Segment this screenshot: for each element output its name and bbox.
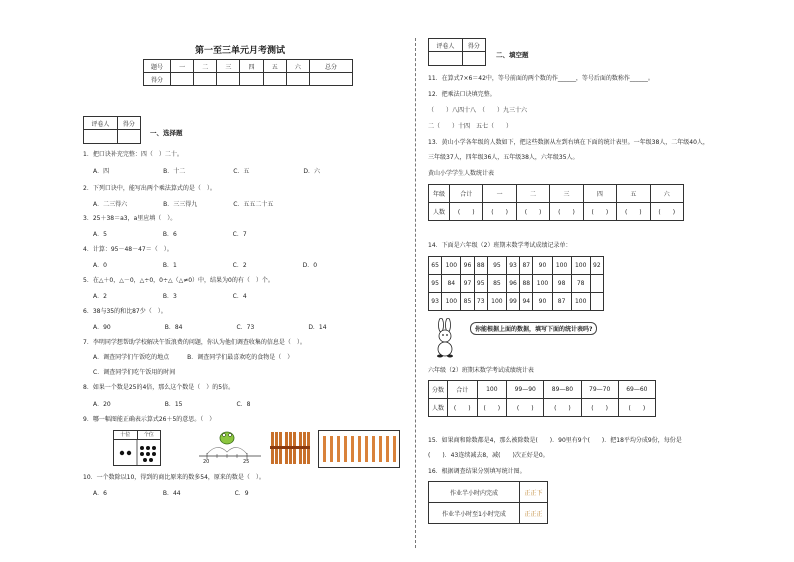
tens-label: 十位 bbox=[114, 431, 138, 439]
col-header: 年级 bbox=[429, 185, 450, 203]
grid-cell: 100 bbox=[533, 275, 552, 293]
grid-cell: 96 bbox=[506, 275, 519, 293]
grid-cell: 96 bbox=[461, 257, 474, 275]
score-header: 二 bbox=[194, 60, 217, 73]
rabbit-mascot bbox=[432, 318, 458, 358]
blank-cell[interactable]: ( ) bbox=[618, 399, 655, 417]
grid-cell: 100 bbox=[571, 293, 590, 311]
col-header: 合计 bbox=[448, 381, 478, 399]
score-header: 三 bbox=[217, 60, 240, 73]
grader-label: 得分 bbox=[117, 117, 140, 130]
survey-tally-table bbox=[428, 481, 548, 524]
grid-cell: 95 bbox=[487, 257, 506, 275]
grader-cell[interactable] bbox=[429, 52, 463, 66]
question-text: 12．把乘法口诀填完整。 bbox=[428, 91, 496, 98]
table-caption: 黄山小学学生人数统计表 bbox=[428, 170, 495, 177]
grid-cell: 100 bbox=[442, 257, 461, 275]
question-text: 三年级37人，四年级36人，五年级38人，六年级35人。 bbox=[428, 154, 579, 161]
col-header: 一 bbox=[483, 185, 516, 203]
grid-cell: 85 bbox=[487, 275, 506, 293]
loose-sticks-icon bbox=[319, 431, 399, 467]
grid-cell: 88 bbox=[520, 275, 533, 293]
question-text: 16．根据调查结果分别填写统计图。 bbox=[428, 468, 526, 475]
col-header: 99—90 bbox=[507, 381, 544, 399]
stick-bundles-icon bbox=[268, 428, 312, 468]
question-text: 1．把口诀补充完整：四（ ）二十。 bbox=[83, 151, 183, 158]
grader-label: 评卷人 bbox=[429, 39, 463, 52]
survey-label: 作业半小时内完成 bbox=[429, 482, 520, 503]
column-divider bbox=[415, 38, 416, 548]
col-header: 合计 bbox=[450, 185, 483, 203]
col-header: 四 bbox=[583, 185, 616, 203]
score-cell[interactable] bbox=[309, 73, 352, 86]
place-value-dots bbox=[114, 440, 160, 466]
score-cell[interactable] bbox=[217, 73, 240, 86]
blank-cell[interactable]: ( ) bbox=[550, 203, 583, 221]
ones-label: 个位 bbox=[143, 432, 154, 438]
section-heading: 一、选择题 bbox=[150, 129, 183, 137]
grid-cell: 100 bbox=[571, 257, 590, 275]
blank-cell[interactable]: ( ) bbox=[617, 203, 650, 221]
grader-cell[interactable] bbox=[117, 130, 140, 144]
option-text: A．0 B．1 C．2 D．0 bbox=[93, 262, 318, 269]
grid-cell: 73 bbox=[474, 293, 487, 311]
score-header: 题号 bbox=[144, 60, 171, 73]
tick-label: 20 bbox=[203, 459, 210, 465]
grid-cell: 95 bbox=[474, 275, 487, 293]
option-text: A．90 B．84 C．73 D．14 bbox=[93, 324, 327, 331]
score-header: 四 bbox=[240, 60, 263, 73]
option-text: A．6 B．44 C．9 bbox=[93, 490, 249, 497]
q9-option-c-stick-bundles bbox=[268, 428, 312, 468]
grader-cell[interactable] bbox=[84, 130, 118, 144]
grader-cell[interactable] bbox=[462, 52, 485, 66]
score-header: 一 bbox=[171, 60, 194, 73]
score-header: 总分 bbox=[309, 60, 352, 73]
blank-cell[interactable]: ( ) bbox=[483, 203, 516, 221]
score-record-grid bbox=[428, 256, 604, 311]
question-text: 3．25＋38＝a3，a里应填（ ）。 bbox=[83, 215, 177, 222]
question-text: ( )．43连续减去8，减( )次正好是0。 bbox=[428, 452, 549, 459]
option-text: C．调查同学们吃午饭用的时间 bbox=[93, 369, 176, 376]
score-cell[interactable] bbox=[194, 73, 217, 86]
grader-box bbox=[428, 38, 486, 66]
speech-bubble: 你能根据上面的数据，填写下面的统计表吗? bbox=[470, 322, 597, 335]
grid-cell: 93 bbox=[429, 293, 442, 311]
grid-cell: 88 bbox=[474, 257, 487, 275]
question-text: 9．哪一幅图能正确表示算式26＋5的意思。（ ） bbox=[83, 416, 216, 423]
grid-cell: 100 bbox=[487, 293, 506, 311]
col-header: 69—60 bbox=[618, 381, 655, 399]
tally-marks: 正正下 bbox=[520, 482, 548, 503]
question-text: 6．38与35的和比87少（ ）。 bbox=[83, 308, 167, 315]
col-header: 六 bbox=[650, 185, 683, 203]
blank-cell[interactable]: ( ) bbox=[544, 399, 581, 417]
grade-count-table bbox=[428, 184, 684, 221]
question-text: 7．李明同学想帮助学校解决午饭浪费的问题，你认为他们调查收集的信息是（ ）。 bbox=[83, 339, 306, 346]
question-text: 13．黄山小学各年级的人数如下，把这些数据从左到右填在下面的统计表里。一年级38人，二年级40人， bbox=[428, 139, 709, 146]
col-header: 79—70 bbox=[581, 381, 618, 399]
grid-cell: 95 bbox=[429, 275, 442, 293]
score-header: 六 bbox=[286, 60, 309, 73]
grid-cell: 87 bbox=[552, 293, 571, 311]
page-title: 第一至三单元月考测试 bbox=[195, 46, 286, 56]
q9-option-a-place-value bbox=[113, 430, 161, 466]
grid-cell: 90 bbox=[533, 293, 552, 311]
grid-cell: 65 bbox=[429, 257, 442, 275]
blank-cell[interactable]: ( ) bbox=[650, 203, 683, 221]
row-label: 人数 bbox=[429, 203, 450, 221]
col-header: 五 bbox=[617, 185, 650, 203]
grid-cell: 78 bbox=[571, 275, 590, 293]
grid-cell bbox=[590, 293, 603, 311]
blank-cell[interactable]: ( ) bbox=[507, 399, 544, 417]
row-label: 人数 bbox=[429, 399, 448, 417]
blank-cell[interactable]: ( ) bbox=[516, 203, 549, 221]
col-header: 二 bbox=[516, 185, 549, 203]
rabbit-icon bbox=[432, 318, 458, 358]
grid-cell: 97 bbox=[461, 275, 474, 293]
option-text: A．2 B．3 C．4 bbox=[93, 293, 247, 300]
grid-cell: 92 bbox=[590, 257, 603, 275]
grader-label: 得分 bbox=[462, 39, 485, 52]
blank-cell[interactable]: ( ) bbox=[583, 203, 616, 221]
question-text: 5．在△＋0，△－0，△÷0，0÷△（△≠0）中，结果为0的有（ ）个。 bbox=[83, 277, 274, 284]
score-cell[interactable] bbox=[286, 73, 309, 86]
option-text: A．5 B．6 C．7 bbox=[93, 231, 247, 238]
question-text: 2．下列口诀中，能写出两个乘法算式的是（ ）。 bbox=[83, 185, 216, 192]
grader-label: 评卷人 bbox=[84, 117, 118, 130]
blank-cell[interactable]: ( ) bbox=[448, 399, 478, 417]
question-text: 10．一个数除以10，得到的商比原来的数多54，原来的数是（ ）。 bbox=[83, 474, 265, 481]
blank-cell[interactable]: ( ) bbox=[581, 399, 618, 417]
grid-cell: 100 bbox=[552, 257, 571, 275]
survey-label: 作业半小时至1小时完成 bbox=[429, 503, 520, 524]
tick-label: 25 bbox=[243, 459, 250, 465]
grid-cell bbox=[590, 275, 603, 293]
grader-box bbox=[83, 116, 141, 144]
score-cell[interactable] bbox=[240, 73, 263, 86]
question-text: 二（ ）十四 五七（ ） bbox=[428, 123, 513, 130]
grid-cell: 84 bbox=[442, 275, 461, 293]
q9-option-d-sticks bbox=[318, 430, 400, 468]
grid-cell: 94 bbox=[520, 293, 533, 311]
score-stat-table bbox=[428, 380, 656, 417]
question-text: 14．下面是六年级（2）班期末数学考试成绩记录单： bbox=[428, 242, 572, 249]
q9-option-b-number-line bbox=[197, 428, 265, 468]
col-header: 分数 bbox=[429, 381, 448, 399]
col-header: 89—80 bbox=[544, 381, 581, 399]
question-text: 4．计算：95－48－47＝（ ）。 bbox=[83, 246, 173, 253]
question-text: 15．如果商和除数都是4，那么被除数是( )．90里有9个( )．把18平均分成9份，每份是 bbox=[428, 437, 682, 444]
question-text: （ ）八四十八 （ ）九三十六 bbox=[428, 107, 528, 114]
blank-cell[interactable]: ( ) bbox=[477, 399, 507, 417]
option-text: A．四 B．十二 C．五 D．六 bbox=[93, 168, 321, 175]
section-heading: 二、填空题 bbox=[496, 51, 529, 59]
score-header: 五 bbox=[263, 60, 286, 73]
grid-cell: 90 bbox=[533, 257, 552, 275]
blank-cell[interactable]: ( ) bbox=[450, 203, 483, 221]
grid-cell: 100 bbox=[442, 293, 461, 311]
score-table bbox=[143, 59, 353, 86]
question-text: 8．如果一个数是25的4倍，那么这个数是（ ）的5倍。 bbox=[83, 384, 235, 391]
score-cell[interactable] bbox=[263, 73, 286, 86]
grid-cell: 87 bbox=[520, 257, 533, 275]
grid-cell: 85 bbox=[461, 293, 474, 311]
question-text: 11．在算式7×6＝42中，等号前面的两个数的作______，等号后面的数称作______。 bbox=[428, 75, 654, 82]
grid-cell: 99 bbox=[506, 293, 519, 311]
col-header: 三 bbox=[550, 185, 583, 203]
option-text: A．调查同学们午饭吃的地点 B．调查同学们最喜欢吃的食物是（ ） bbox=[93, 354, 294, 361]
score-row-label: 得分 bbox=[144, 73, 171, 86]
grid-cell: 93 bbox=[506, 257, 519, 275]
grid-cell: 98 bbox=[552, 275, 571, 293]
col-header: 100 bbox=[477, 381, 507, 399]
tally-marks: 正正正 bbox=[520, 503, 548, 524]
option-text: A．20 B．15 C．8 bbox=[93, 401, 251, 408]
option-text: A．二三得六 B．三三得九 C．五五二十五 bbox=[93, 201, 274, 208]
score-cell[interactable] bbox=[171, 73, 194, 86]
table-caption: 六年级（2）班期末数学考试成绩统计表 bbox=[428, 367, 534, 374]
